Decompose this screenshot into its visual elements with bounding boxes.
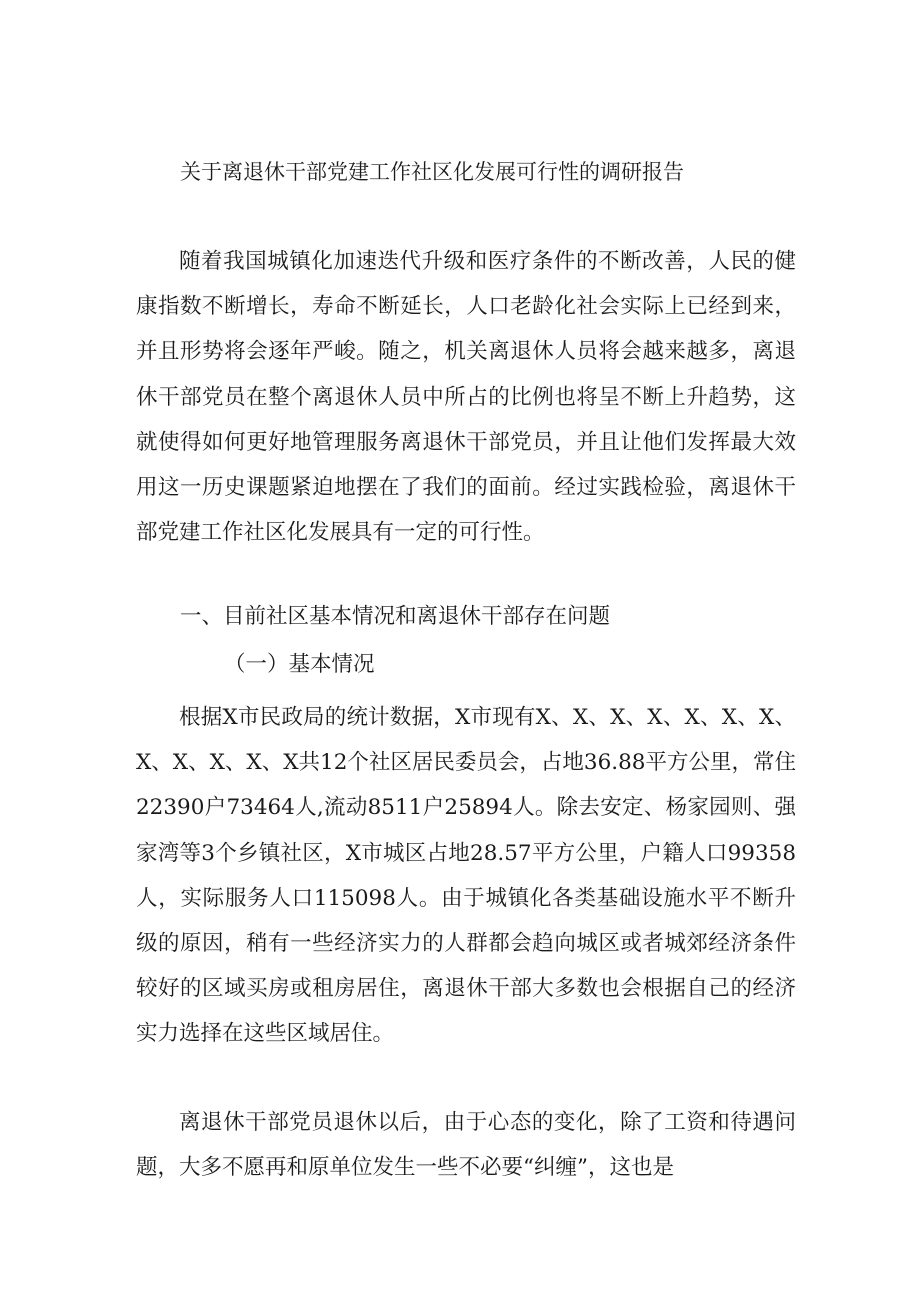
intro-paragraph: 随着我国城镇化加速迭代升级和医疗条件的不断改善，人民的健康指数不断增长，寿命不断延长，人口老龄化社会实际上已经到来，并且形势将会逐年严峻。随之，机关离退休人员将会越来越多，离退休干部党员在整个离退休人员中所占的比例也将呈不断上升趋势，这就使得如何更好地管理服务离退休干部党员，并且让他们发挥最大效用这一历史课题紧迫地摆在了我们的面前。经过实践检验，离退休干部党建工作社区化发展具有一定的可行性。 bbox=[136, 249, 796, 546]
basic-situation-paragraph: 根据X市民政局的统计数据，X市现有X、X、X、X、X、X、X、X、X、X、X、X共12个社区居民委员会，占地36.88平方公里，常住22390户73464人,流动8511户25894人。除去安定、杨家园则、强家湾等3个乡镇社区，X市城区占地28.57平方公里，户籍人口99358人，实际服务人口115098人。由于城镇化各类基础设施水平不断升级的原因，稍有一些经济实力的人群都会趋向城区或者城郊经济条件较好的区域买房或租房居住，离退休干部大多数也会根据自己的经济实力选择在这些区域居住。 bbox=[136, 705, 796, 1047]
document-title: 关于离退休干部党建工作社区化发展可行性的调研报告 bbox=[180, 160, 684, 184]
section-heading: 一、目前社区基本情况和离退休干部存在问题 bbox=[180, 604, 611, 629]
subsection-heading: （一）基本情况 bbox=[224, 652, 375, 677]
retiree-paragraph: 离退休干部党员退休以后，由于心态的变化，除了工资和待遇问题，大多不愿再和原单位发生一些不必要“纠缠”，这也是 bbox=[136, 1110, 796, 1181]
